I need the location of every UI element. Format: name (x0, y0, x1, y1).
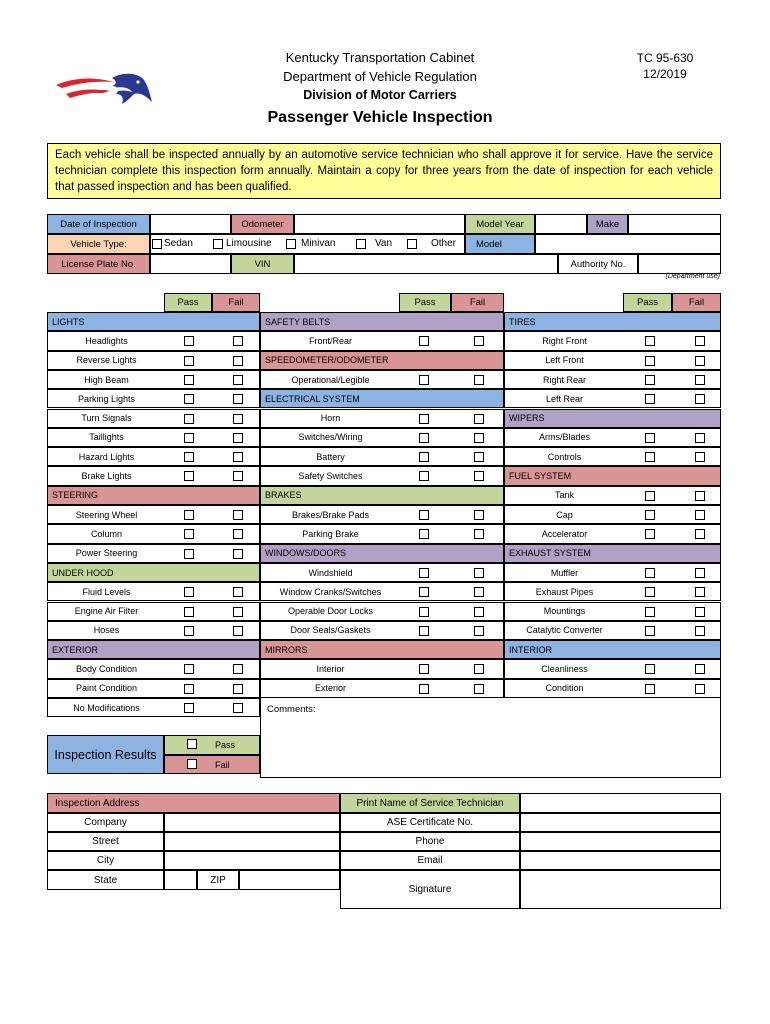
inspection-item-row (260, 505, 504, 524)
pass-checkbox[interactable] (419, 529, 429, 539)
inspection-item-label: Switches/Wiring (298, 432, 363, 443)
results-fail-label: Fail (215, 760, 230, 770)
department-name: Department of Vehicle Regulation (283, 69, 477, 84)
inspection-item-label: Muffler (550, 567, 579, 578)
fail-checkbox[interactable] (474, 684, 484, 694)
pass-checkbox[interactable] (645, 510, 655, 520)
pass-checkbox[interactable] (645, 452, 655, 462)
inspection-item-label: Column (90, 528, 122, 539)
fail-checkbox[interactable] (233, 471, 243, 481)
section-header: LIGHTS (47, 312, 260, 331)
fail-checkbox[interactable] (233, 433, 243, 443)
inspection-item-row (260, 563, 504, 582)
inspection-item-label: Power Steering (75, 548, 138, 559)
pass-checkbox[interactable] (184, 471, 194, 481)
fail-checkbox[interactable] (695, 433, 705, 443)
fail-checkbox[interactable] (474, 587, 484, 597)
inspection-item-label: Body Condition (75, 664, 138, 675)
limousine-label: Limousine (226, 238, 272, 249)
pass-checkbox[interactable] (419, 336, 429, 346)
van-checkbox[interactable] (356, 239, 366, 249)
inspection-item-row (47, 447, 260, 466)
state-field[interactable] (164, 870, 197, 890)
section-header: WINDOWS/DOORS (260, 544, 504, 563)
inspection-item-label: Door Seals/Gaskets (290, 625, 371, 636)
inspection-results-label: Inspection Results (47, 735, 164, 774)
section-header: EXHAUST SYSTEM (504, 544, 721, 563)
inspection-item-row (47, 582, 260, 601)
inspection-item-row (260, 659, 504, 678)
pass-checkbox[interactable] (419, 414, 429, 424)
results-fail-row (164, 755, 260, 774)
fail-checkbox[interactable] (695, 375, 705, 385)
pass-checkbox[interactable] (184, 587, 194, 597)
vehicle-type-label: Vehicle Type: (47, 234, 150, 254)
pass-checkbox[interactable] (645, 626, 655, 636)
vin-label: VIN (231, 254, 294, 274)
fail-checkbox[interactable] (695, 684, 705, 694)
pass-checkbox[interactable] (419, 607, 429, 617)
authority-number-field[interactable] (638, 254, 721, 274)
sedan-checkbox[interactable] (152, 239, 162, 249)
inspection-item-row (504, 351, 721, 370)
inspection-item-label: Accelerator (541, 528, 588, 539)
inspection-item-row (504, 524, 721, 543)
inspection-item-label: Steering Wheel (75, 509, 138, 520)
pass-checkbox[interactable] (419, 587, 429, 597)
ase-certificate-label: ASE Certificate No. (340, 813, 520, 832)
division-name: Division of Motor Carriers (303, 88, 457, 102)
inspection-item-row (260, 409, 504, 428)
inspection-item-label: Turn Signals (81, 413, 132, 424)
inspection-item-label: Battery (316, 451, 345, 462)
fail-checkbox[interactable] (695, 394, 705, 404)
fail-checkbox[interactable] (695, 336, 705, 346)
vehicle-type-options (150, 234, 465, 254)
inspection-item-label: Brake Lights (81, 471, 132, 482)
pass-checkbox[interactable] (419, 626, 429, 636)
street-field[interactable] (164, 832, 340, 851)
form-number-block (610, 50, 720, 82)
pass-checkbox[interactable] (419, 375, 429, 385)
date-of-inspection-field[interactable] (150, 214, 231, 234)
fail-checkbox[interactable] (695, 626, 705, 636)
section-header: STEERING (47, 486, 260, 505)
signature-label: Signature (340, 870, 520, 909)
pass-checkbox[interactable] (419, 684, 429, 694)
technician-name-label: Print Name of Service Technician (340, 793, 520, 813)
pass-checkbox[interactable] (184, 684, 194, 694)
fail-checkbox[interactable] (474, 452, 484, 462)
license-plate-field[interactable] (150, 254, 231, 274)
inspection-item-row (260, 370, 504, 389)
fail-checkbox[interactable] (474, 336, 484, 346)
inspection-item-row (47, 659, 260, 678)
agency-name: Kentucky Transportation Cabinet (285, 50, 475, 65)
inspection-item-label: Operational/Legible (291, 374, 370, 385)
phone-label: Phone (340, 832, 520, 851)
pass-checkbox[interactable] (184, 394, 194, 404)
pass-checkbox[interactable] (184, 703, 194, 713)
inspection-item-row (504, 428, 721, 447)
col1-pass-header: Pass (164, 293, 212, 312)
pass-checkbox[interactable] (645, 394, 655, 404)
header-titles (220, 48, 540, 127)
inspection-item-row (47, 524, 260, 543)
fail-checkbox[interactable] (233, 703, 243, 713)
inspection-item-label: Parking Lights (77, 393, 136, 404)
section-header: UNDER HOOD (47, 563, 260, 582)
fail-checkbox[interactable] (695, 664, 705, 674)
inspection-item-label: Controls (547, 451, 582, 462)
fail-checkbox[interactable] (474, 626, 484, 636)
pass-checkbox[interactable] (184, 664, 194, 674)
inspection-item-row (47, 409, 260, 428)
inspection-item-label: Tank (554, 490, 574, 501)
inspection-item-label: Exterior (314, 683, 346, 694)
pass-checkbox[interactable] (184, 356, 194, 366)
inspection-item-label: Parking Brake (302, 528, 359, 539)
email-field[interactable] (520, 851, 721, 870)
col1-fail-header: Fail (212, 293, 260, 312)
inspection-item-label: Headlights (85, 335, 128, 346)
pass-checkbox[interactable] (184, 452, 194, 462)
inspection-item-label: Engine Air Filter (74, 606, 139, 617)
pass-checkbox[interactable] (419, 433, 429, 443)
fail-checkbox[interactable] (233, 375, 243, 385)
logo-graphic (52, 68, 157, 110)
section-header: EXTERIOR (47, 640, 260, 659)
section-header: INTERIOR (504, 640, 721, 659)
fail-checkbox[interactable] (233, 587, 243, 597)
other-label: Other (431, 238, 457, 249)
odometer-label: Odometer (231, 214, 294, 234)
inspection-item-label: Left Front (545, 355, 584, 366)
pass-checkbox[interactable] (419, 452, 429, 462)
street-label: Street (47, 832, 164, 851)
inspection-item-row (47, 621, 260, 640)
inspection-item-row (504, 659, 721, 678)
section-header: MIRRORS (260, 640, 504, 659)
inspection-item-label: Front/Rear (308, 335, 352, 346)
inspection-item-row (504, 331, 721, 350)
inspection-item-label: Exhaust Pipes (535, 586, 594, 597)
technician-name-field[interactable] (520, 793, 721, 813)
inspection-item-label: Arms/Blades (538, 432, 591, 443)
ase-certificate-field[interactable] (520, 813, 721, 832)
pass-checkbox[interactable] (184, 626, 194, 636)
limousine-checkbox[interactable] (213, 239, 223, 249)
inspection-item-row (260, 331, 504, 350)
zip-label: ZIP (197, 870, 239, 890)
inspection-item-row (47, 389, 260, 408)
company-field[interactable] (164, 813, 340, 832)
fail-checkbox[interactable] (695, 452, 705, 462)
section-header: TIRES (504, 312, 721, 331)
inspection-item-label: Cap (556, 509, 573, 520)
fail-checkbox[interactable] (233, 664, 243, 674)
inspection-item-label: Windshield (308, 567, 353, 578)
form-number: TC 95-630 (636, 51, 694, 65)
inspection-item-row (47, 351, 260, 370)
results-pass-label: Pass (215, 740, 236, 750)
fail-checkbox[interactable] (233, 607, 243, 617)
fail-checkbox[interactable] (233, 336, 243, 346)
fail-checkbox[interactable] (695, 356, 705, 366)
pass-checkbox[interactable] (645, 587, 655, 597)
fail-checkbox[interactable] (233, 684, 243, 694)
inspection-item-row (260, 466, 504, 485)
col2-fail-header: Fail (451, 293, 504, 312)
inspection-item-row (47, 679, 260, 698)
inspection-item-row (504, 621, 721, 640)
fail-checkbox[interactable] (474, 664, 484, 674)
odometer-field[interactable] (294, 214, 465, 234)
model-field[interactable] (535, 234, 721, 254)
inspection-item-label: Hazard Lights (78, 451, 135, 462)
inspection-item-label: Operable Door Locks (287, 606, 374, 617)
inspection-item-label: Horn (320, 413, 341, 424)
pass-checkbox[interactable] (645, 684, 655, 694)
fail-checkbox[interactable] (233, 356, 243, 366)
inspection-item-row (504, 389, 721, 408)
comments-label: Comments: (267, 704, 316, 715)
comments-box[interactable] (260, 697, 721, 778)
fail-checkbox[interactable] (233, 626, 243, 636)
pass-checkbox[interactable] (184, 414, 194, 424)
fail-checkbox[interactable] (695, 529, 705, 539)
pass-checkbox[interactable] (184, 336, 194, 346)
inspection-item-row (47, 466, 260, 485)
inspection-item-label: Mountings (543, 606, 586, 617)
inspection-item-row (260, 679, 504, 698)
inspection-item-row (260, 602, 504, 621)
vin-field[interactable] (294, 254, 558, 274)
signature-field[interactable] (520, 870, 721, 909)
inspection-item-row (504, 447, 721, 466)
make-label: Make (587, 214, 628, 234)
inspection-item-row (504, 370, 721, 389)
pass-checkbox[interactable] (184, 607, 194, 617)
fail-checkbox[interactable] (695, 491, 705, 501)
pass-checkbox[interactable] (184, 433, 194, 443)
inspection-item-label: Cleanliness (541, 664, 588, 675)
inspection-item-label: Safety Switches (298, 471, 363, 482)
minivan-label: Minivan (301, 238, 336, 249)
page-title: Passenger Vehicle Inspection (267, 109, 493, 126)
pass-checkbox[interactable] (184, 529, 194, 539)
section-header: FUEL SYSTEM (504, 466, 721, 485)
inspection-item-label: Reverse Lights (76, 355, 137, 366)
inspection-item-row (504, 563, 721, 582)
pass-checkbox[interactable] (419, 510, 429, 520)
section-header: SAFETY BELTS (260, 312, 504, 331)
pass-checkbox[interactable] (645, 607, 655, 617)
inspection-item-label: Window Cranks/Switches (279, 586, 382, 597)
inspection-item-label: Paint Condition (75, 683, 138, 694)
city-field[interactable] (164, 851, 340, 870)
fail-checkbox[interactable] (474, 568, 484, 578)
inspection-item-row (47, 698, 260, 717)
fail-checkbox[interactable] (474, 510, 484, 520)
authority-number-label: Authority No. (558, 254, 638, 274)
inspection-item-row (260, 524, 504, 543)
inspection-item-row (504, 679, 721, 698)
pass-checkbox[interactable] (645, 433, 655, 443)
inspection-address-header: Inspection Address (47, 793, 340, 813)
inspection-item-label: Brakes/Brake Pads (291, 509, 370, 520)
inspection-item-label: Right Front (542, 335, 587, 346)
make-field[interactable] (628, 214, 721, 234)
pass-checkbox[interactable] (419, 664, 429, 674)
fail-checkbox[interactable] (474, 529, 484, 539)
fail-checkbox[interactable] (233, 394, 243, 404)
inspection-item-label: No Modifications (73, 702, 140, 713)
inspection-item-label: Taillights (89, 432, 124, 443)
fail-checkbox[interactable] (233, 529, 243, 539)
section-header: ELECTRICAL SYSTEM (260, 389, 504, 408)
kytc-logo (52, 68, 157, 110)
date-of-inspection-label: Date of Inspection (47, 214, 150, 234)
inspection-item-row (260, 447, 504, 466)
fail-checkbox[interactable] (695, 568, 705, 578)
pass-checkbox[interactable] (419, 471, 429, 481)
other-checkbox[interactable] (407, 239, 417, 249)
inspection-item-row (260, 621, 504, 640)
instructions-notice: Each vehicle shall be inspected annually by an automotive service technician who shall approve it for service. Have the service technician complete this inspection form annually. Maintain a copy for three years from the date of inspection for each vehicle that passed inspection and has been qualified. (47, 143, 721, 199)
inspection-item-row (47, 505, 260, 524)
minivan-checkbox[interactable] (286, 239, 296, 249)
pass-checkbox[interactable] (645, 568, 655, 578)
inspection-item-row (47, 602, 260, 621)
section-header: SPEEDOMETER/ODOMETER (260, 351, 504, 370)
van-label: Van (375, 238, 393, 249)
pass-checkbox[interactable] (419, 568, 429, 578)
inspection-item-label: Interior (316, 664, 345, 675)
fail-checkbox[interactable] (695, 607, 705, 617)
inspection-item-label: Condition (545, 683, 584, 694)
model-year-field[interactable] (535, 214, 587, 234)
inspection-item-label: High Beam (84, 374, 129, 385)
col2-pass-header: Pass (399, 293, 451, 312)
results-fail-checkbox[interactable] (187, 759, 197, 769)
fail-checkbox[interactable] (233, 414, 243, 424)
inspection-item-row (504, 602, 721, 621)
inspection-item-row (47, 331, 260, 350)
inspection-item-row (260, 582, 504, 601)
phone-field[interactable] (520, 832, 721, 851)
fail-checkbox[interactable] (695, 587, 705, 597)
fail-checkbox[interactable] (233, 452, 243, 462)
pass-checkbox[interactable] (645, 336, 655, 346)
results-pass-row (164, 735, 260, 755)
pass-checkbox[interactable] (645, 664, 655, 674)
sedan-label: Sedan (164, 238, 193, 249)
state-label: State (47, 870, 164, 890)
section-header: WIPERS (504, 409, 721, 428)
fail-checkbox[interactable] (474, 607, 484, 617)
zip-field[interactable] (239, 870, 340, 890)
fail-checkbox[interactable] (474, 471, 484, 481)
results-pass-checkbox[interactable] (187, 739, 197, 749)
inspection-item-row (260, 428, 504, 447)
fail-checkbox[interactable] (474, 433, 484, 443)
license-plate-label: License Plate No. (47, 254, 150, 274)
pass-checkbox[interactable] (184, 510, 194, 520)
inspection-item-row (504, 486, 721, 505)
pass-checkbox[interactable] (184, 375, 194, 385)
col3-pass-header: Pass (623, 293, 672, 312)
company-label: Company (47, 813, 164, 832)
fail-checkbox[interactable] (695, 510, 705, 520)
pass-checkbox[interactable] (645, 356, 655, 366)
fail-checkbox[interactable] (474, 375, 484, 385)
inspection-item-label: Left Rear (545, 393, 584, 404)
inspection-item-label: Catalytic Converter (526, 625, 603, 636)
email-label: Email (340, 851, 520, 870)
inspection-item-row (504, 582, 721, 601)
fail-checkbox[interactable] (233, 510, 243, 520)
department-use-note: (Department use) (665, 273, 720, 280)
col3-fail-header: Fail (672, 293, 721, 312)
inspection-item-label: Hoses (93, 625, 120, 636)
pass-checkbox[interactable] (184, 549, 194, 559)
pass-checkbox[interactable] (645, 491, 655, 501)
inspection-item-row (47, 544, 260, 563)
fail-checkbox[interactable] (474, 414, 484, 424)
section-header: BRAKES (260, 486, 504, 505)
form-date: 12/2019 (643, 67, 687, 81)
inspection-item-label: Fluid Levels (82, 586, 131, 597)
model-year-label: Model Year (465, 214, 535, 234)
inspection-item-label: Right Rear (542, 374, 587, 385)
fail-checkbox[interactable] (233, 549, 243, 559)
inspection-item-row (504, 505, 721, 524)
inspection-item-row (47, 428, 260, 447)
model-label: Model (465, 234, 535, 254)
inspection-item-row (47, 370, 260, 389)
pass-checkbox[interactable] (645, 375, 655, 385)
pass-checkbox[interactable] (645, 529, 655, 539)
city-label: City (47, 851, 164, 870)
